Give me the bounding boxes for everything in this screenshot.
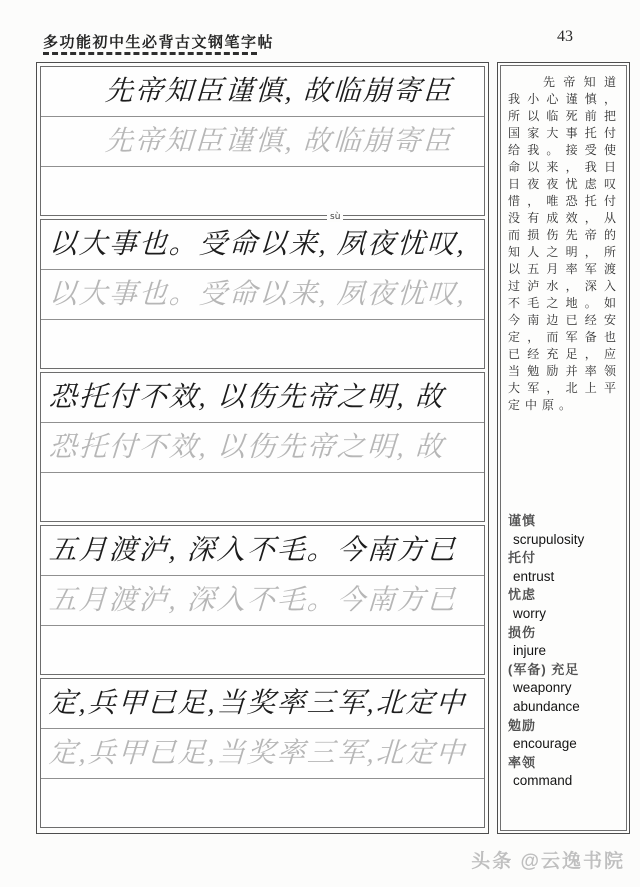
page-number: 43 bbox=[557, 28, 573, 45]
model-text-row bbox=[41, 679, 484, 729]
model-text: 先帝知臣谨慎, 故临崩寄臣 bbox=[104, 76, 454, 107]
trace-text: 先帝知臣谨慎, 故临崩寄臣 bbox=[104, 126, 454, 157]
trace-text: 五月渡泸, 深入不毛。今南方已 bbox=[48, 585, 458, 616]
trace-text-row bbox=[41, 423, 484, 473]
sidebar-inner-frame bbox=[500, 65, 627, 831]
vocab-line: 勉励 bbox=[508, 717, 537, 733]
vocab-line: 忧虑 bbox=[508, 587, 537, 603]
practice-block-1 bbox=[40, 66, 485, 216]
model-text-row bbox=[41, 373, 484, 423]
sidebar-panel bbox=[497, 62, 630, 834]
vocab-line: 率领 bbox=[508, 754, 537, 770]
practice-area-frame bbox=[36, 62, 489, 834]
title-underline bbox=[43, 52, 257, 55]
blank-practice-row bbox=[41, 779, 484, 827]
model-text-row bbox=[41, 220, 484, 270]
blank-practice-row bbox=[41, 167, 484, 215]
model-text: 以大事也。受命以来, 夙夜忧叹, bbox=[48, 229, 467, 260]
trace-text-row bbox=[41, 117, 484, 167]
model-text: 五月渡泸, 深入不毛。今南方已 bbox=[48, 535, 458, 566]
trace-text: 定,兵甲已足,当奖率三军,北定中 bbox=[48, 738, 467, 769]
model-text: 定,兵甲已足,当奖率三军,北定中 bbox=[48, 688, 467, 719]
trace-text: 以大事也。受命以来, 夙夜忧叹, bbox=[48, 279, 467, 310]
vocab-line: scrupulosity bbox=[513, 531, 585, 547]
trace-text-row bbox=[41, 270, 484, 320]
model-text-row bbox=[41, 526, 484, 576]
practice-block-4 bbox=[40, 525, 485, 675]
blank-practice-row bbox=[41, 473, 484, 521]
pinyin-annotation: sù bbox=[327, 212, 343, 222]
translation-text: 先帝知道我小心谨慎，所以临死前把国家大事托付给我。接受使命以来，我日日夜夜忧虑叹惜，唯恐托付没有成效，从而损伤先帝的知人之明，所以五月率军渡过泸水，深入不毛之地。如今南边已经安定，而军备也已经充足，应当勉励并率领大军，北上平定中原。 bbox=[508, 75, 621, 412]
vocab-line: 损伤 bbox=[508, 624, 537, 640]
watermark: 头条 @云逸书院 bbox=[471, 851, 625, 872]
trace-text-row bbox=[41, 729, 484, 779]
vocab-line: encourage bbox=[513, 736, 577, 752]
trace-text-row bbox=[41, 576, 484, 626]
practice-block-2 bbox=[40, 212, 485, 369]
practice-block-5 bbox=[40, 678, 485, 828]
vocab-line: entrust bbox=[513, 568, 555, 584]
page-title: 多功能初中生必背古文钢笔字帖 bbox=[43, 35, 275, 51]
model-text-row bbox=[41, 67, 484, 117]
vocab-line: (军备) 充足 bbox=[508, 661, 580, 677]
model-text: 恐托付不效, 以伤先帝之明, 故 bbox=[48, 382, 446, 413]
vocab-list bbox=[508, 512, 624, 791]
vocab-line: 托付 bbox=[508, 550, 537, 566]
blank-practice-row bbox=[41, 626, 484, 674]
vocab-line: worry bbox=[513, 605, 546, 621]
vocab-line: abundance bbox=[513, 698, 580, 714]
vocab-line: command bbox=[513, 773, 573, 789]
practice-block-3 bbox=[40, 372, 485, 522]
trace-text: 恐托付不效, 以伤先帝之明, 故 bbox=[48, 432, 446, 463]
vocab-line: weaponry bbox=[513, 680, 572, 696]
blank-practice-row bbox=[41, 320, 484, 368]
vocab-line: 谨慎 bbox=[508, 513, 537, 528]
vocab-line: injure bbox=[513, 643, 547, 659]
